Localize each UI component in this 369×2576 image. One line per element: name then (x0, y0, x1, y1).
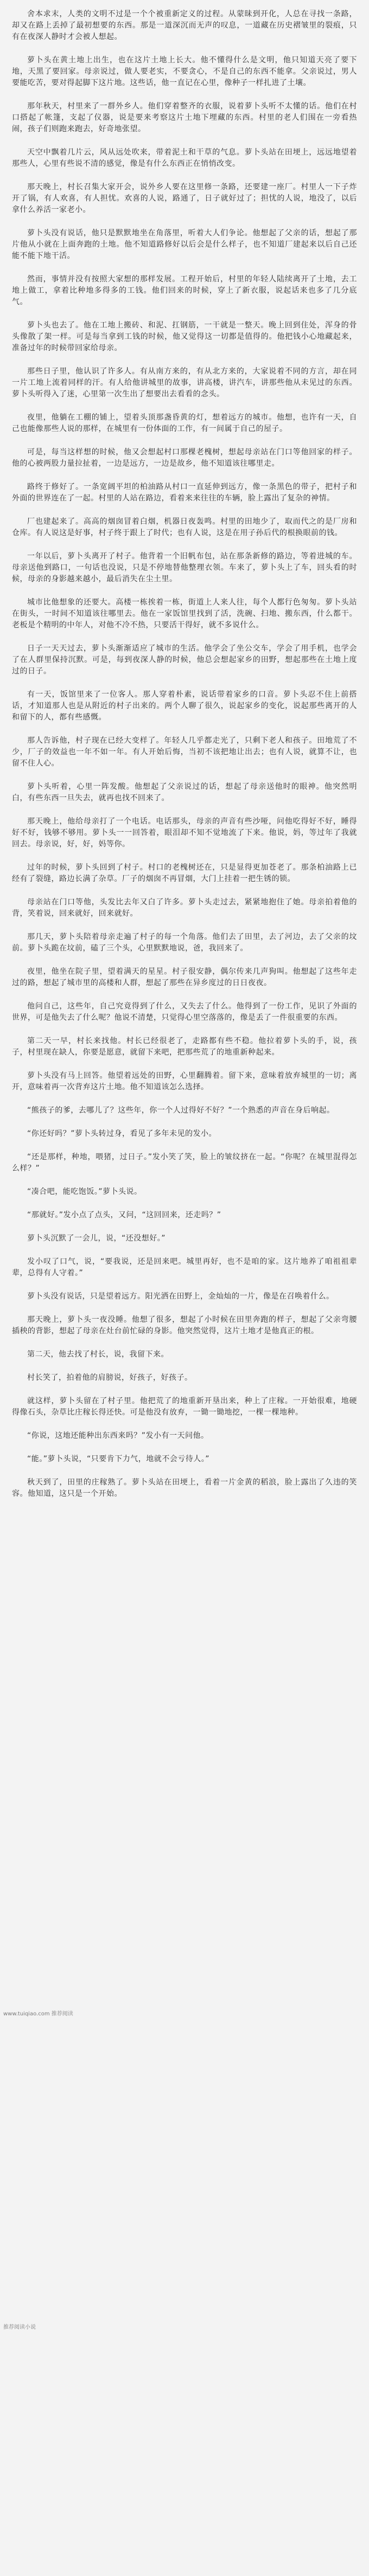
dialog-paragraph: “还是那样，种地，喂猪，过日子。”发小笑了笑，脸上的皱纹挤在一起。“你呢？在城里混得怎么样？” (12, 1153, 357, 1173)
paragraph: 夜里，他躺在工棚的铺上，望着头顶那盏昏黄的灯，想着远方的城市。他想，也许有一天，自己也能像那些人说的那样，在城里有一份体面的工作，有一间属于自己的屋子。 (12, 413, 357, 433)
paragraph: 第二天，他去找了村长，说，我留下来。 (27, 1350, 169, 1359)
paragraph: 那几天，萝卜头陪着母亲走遍了村子的每一个角落。他们去了田里，去了河边，去了父亲的坟前。萝卜头跪在坟前，磕了三个头，心里默默地说，爸，我回来了。 (12, 933, 357, 953)
dialog-paragraph: “那就好。”发小点了点头，又问，“这回回来，还走吗？” (27, 1211, 221, 1219)
dialog-paragraph: “你还好吗？”萝卜头转过身，看见了多年未见的发小。 (27, 1129, 217, 1138)
paragraph: 就这样，萝卜头留在了村子里。他把荒了的地重新开垦出来，种上了庄稼。一开始很难，地硬得像石头，杂草比庄稼长得还快。可是他没有放弃，一锄一锄地挖，一棵一棵地种。 (12, 1397, 357, 1417)
paragraph: 城市比他想象的还要大。高楼一栋挨着一栋，街道上人来人往，每个人都行色匆匆。萝卜头站在街头，一时间不知道该往哪里去。他在一家饭馆里找到了活，洗碗、扫地、搬东西，什么都干。老板是个精明的中年人，对他不冷不热，只要活干得好，就不多说什么。 (12, 598, 357, 629)
paragraph: 可是，每当这样想的时候，他又会想起村口那棵老槐树，想起母亲站在门口等他回家的样子。他的心被两股力量拉扯着，一边是远方，一边是故乡，他不知道该往哪里走。 (12, 448, 357, 468)
paragraph: 路终于修好了。一条宽阔平坦的柏油路从村口一直延伸到远方，像一条黑色的带子，把村子和外面的世界连在了一起。村里的人站在路边，看着来来往往的车辆，脸上露出了复杂的神情。 (12, 483, 357, 503)
paragraph: 夜里，他坐在院子里，望着满天的星星。村子很安静，偶尔传来几声狗叫。他想起了这些年走过的路，想起了城市里的高楼和人群，想起了那些在异乡度过的日日夜夜。 (12, 967, 357, 987)
article-body (12, 9, 357, 1500)
dialog-paragraph: 发小叹了口气，说，“要我说，还是回来吧。城里再好，也不是咱的家。这片地养了咱祖祖辈辈，总得有人守着。” (12, 1257, 357, 1277)
dialog-paragraph: 萝卜头沉默了一会儿，说，“还没想好。” (27, 1234, 166, 1243)
dialog-paragraph: “你说，这地还能种出东西来吗？”发小有一天问他。 (27, 1431, 209, 1440)
paragraph: 那天晚上，村长召集大家开会，说外乡人要在这里修一条路，还要建一座厂。村里人一下子炸开了锅，有人欢喜，有人担忧。欢喜的人说，路通了，日子就好过了；担忧的人说，地没了，以后拿什么养活一家老小。 (12, 183, 357, 214)
paragraph: 萝卜头没有说话，只是望着远方。阳光洒在田野上，金灿灿的一片，像是在召唤着什么。 (27, 1292, 334, 1301)
paragraph: 然而，事情并没有按照大家想的那样发展。工程开始后，村里的年轻人陆续离开了土地，去工地上做工，拿着比种地多得多的工钱。他们回来的时候，穿上了新衣服，说起话来也多了几分底气。 (12, 275, 357, 306)
paragraph: 一年以后，萝卜头离开了村子。他背着一个旧帆布包，站在那条新修的路边，等着进城的车。母亲送他到路口，一句话也没说，只是不停地替他整理衣领。车来了，萝卜头上了车，回头看的时候，母亲的身影越来越小，最后消失在尘土里。 (12, 552, 357, 583)
site-watermark: www.tuiqiao.com 推荐阅读 (3, 2011, 73, 2017)
paragraph: 那些日子里，他认识了许多人。有从南方来的，有从北方来的，大家说着不同的方言，却在同一片工地上流着同样的汗。有人给他讲城里的故事，讲高楼，讲汽车，讲那些他从未见过的东西。萝卜头听得入了迷，心里第一次生出了想要出去看看的念头。 (12, 367, 357, 399)
paragraph: 那天晚上，他给母亲打了一个电话。电话那头，母亲的声音有些沙哑，问他吃得好不好，睡得好不好，钱够不够用。萝卜头一一回答着，眼泪却不知不觉地流了下来。他说，妈，等过年了我就回去。母亲说，好，好，妈等你。 (12, 817, 357, 849)
paragraph: 秋天到了，田里的庄稼熟了。萝卜头站在田埂上，看着一片金黄的稻浪，脸上露出了久违的笑容。他知道，这只是一个开始。 (12, 1478, 357, 1498)
paragraph: 萝卜头没有说话，他只是默默地坐在角落里，听着大人们争论。他想起了父亲的话，想起了那片他从小就在上面奔跑的土地。他不知道路修好以后会是什么样子，也不知道厂建起来以后自己还能不能下地干活。 (12, 229, 357, 260)
paragraph: 厂也建起来了。高高的烟囱冒着白烟，机器日夜轰鸣。村里的田地少了，取而代之的是厂房和仓库。有人说这是好事，村子终于跟上了时代；也有人说，这是在用子孙后代的根换眼前的钱。 (12, 517, 357, 537)
paragraph: 过年的时候，萝卜头回到了村子。村口的老槐树还在，只是显得更加苍老了。那条柏油路上已经有了裂缝，路边长满了杂草。厂子的烟囱不再冒烟，大门上挂着一把生锈的锁。 (12, 863, 357, 883)
paragraph: 村长笑了，拍着他的肩膀说，好孩子，好孩子。 (27, 1373, 193, 1382)
paragraph: 第二天一早，村长来找他。村长已经很老了，走路都有些不稳。他拉着萝卜头的手，说，孩子，村里现在缺人，你要是愿意，就留下来吧，把那些荒了的地重新种起来。 (12, 1037, 357, 1057)
paragraph: 舍本求末，人类的文明不过是一个个被重新定义的过程。从蒙昧到开化，人总在寻找一条路，却又在路上丢掉了最初想要的东西。那是一道深沉而无声的叹息，一道藏在历史褶皱里的裂痕，只有在夜深人静时才会被人想起。 (12, 10, 357, 41)
dialog-paragraph: “凑合吧，能吃饱饭。”萝卜头说。 (27, 1187, 142, 1196)
paragraph: 萝卜头听着，心里一阵发酸。他想起了父亲说过的话，想起了母亲送他时的眼神。他突然明白，有些东西一旦失去，就再也找不回来了。 (12, 782, 357, 802)
paragraph: 天空中飘着几片云，风从远处吹来，带着泥土和干草的气息。萝卜头站在田埂上，远远地望着那些人，心里有些说不清的感觉，像是有什么东西正在悄悄改变。 (12, 148, 357, 168)
site-watermark: 推荐阅读小说 (3, 2324, 36, 2330)
paragraph: 那年秋天，村里来了一群外乡人。他们穿着整齐的衣服，说着萝卜头听不太懂的话。他们在村口搭起了帐篷，支起了仪器，说是要来考察这片土地下埋藏的东西。村里的老人们围在一旁看热闹，孩子们则跑来跑去，好奇地张望。 (12, 102, 357, 133)
paragraph: 萝卜头也去了。他在工地上搬砖、和泥、扛钢筋，一干就是一整天。晚上回到住处，浑身的骨头像散了架一样。可是每当拿到工钱的时候，他又觉得这一切都是值得的。他把钱小心地藏起来，准备过年的时候带回家给母亲。 (12, 321, 357, 352)
paragraph: 他问自己，这些年，自己究竟得到了什么，又失去了什么。他得到了一份工作，见识了外面的世界，可是他失去了什么呢？他说不清楚，只觉得心里空落落的，像是丢了一件很重要的东西。 (12, 1002, 357, 1022)
paragraph: 那天晚上，萝卜头一夜没睡。他想了很多，想起了小时候在田里奔跑的样子，想起了父亲弯腰插秧的背影，想起了母亲在灶台前忙碌的身影。他突然觉得，这片土地才是他真正的根。 (12, 1315, 357, 1335)
paragraph: 母亲站在门口等他，头发比去年又白了许多。萝卜头走过去，紧紧地抱住了她。母亲拍着他的背，笑着说，回来就好，回来就好。 (12, 898, 357, 918)
paragraph: 萝卜头在黄土地上出生，也在这片土地上长大。他不懂得什么是文明，他只知道天亮了要下地，天黑了要回家。母亲说过，做人要老实，不要贪心，不是自己的东西不能拿。父亲说过，男人要能吃苦，要对得起脚下这片地。这些话，他一直记在心里，像种子一样扎进了土壤。 (12, 56, 357, 87)
paragraph: 那人告诉他，村子现在已经大变样了。年轻人几乎都走光了，只剩下老人和孩子。田地荒了不少，厂子的效益也一年不如一年。有人开始后悔，当初不该把地让出去；也有人说，就算不让，也留不住人心。 (12, 736, 357, 768)
paragraph: 萝卜头没有马上回答。他望着远处的田野，心里翻腾着。留下来，意味着放弃城里的一切；离开，意味着再一次背弃这片土地。他不知道该怎么选择。 (12, 1071, 357, 1091)
paragraph: 日子一天天过去，萝卜头渐渐适应了城市的生活。他学会了坐公交车，学会了用手机，也学会了在人群里保持沉默。可是，每到夜深人静的时候，他总会想起家乡的田野，想起那些在土地上度过的日子。 (12, 644, 357, 676)
dialog-paragraph: “熊孩子的爹，去哪儿了？这些年，你一个人过得好不好？”一个熟悉的声音在身后响起。 (27, 1106, 335, 1115)
paragraph: 有一天，饭馆里来了一位客人。那人穿着朴素，说话带着家乡的口音。萝卜头忍不住上前搭话，才知道那人也是从附近的村子出来的。两个人聊了很久，说起家乡的变化，说起那些离开的人和留下的人，都有些感慨。 (12, 690, 357, 722)
dialog-paragraph: “能。”萝卜头说，“只要肯下力气，地就不会亏待人。” (27, 1455, 210, 1463)
